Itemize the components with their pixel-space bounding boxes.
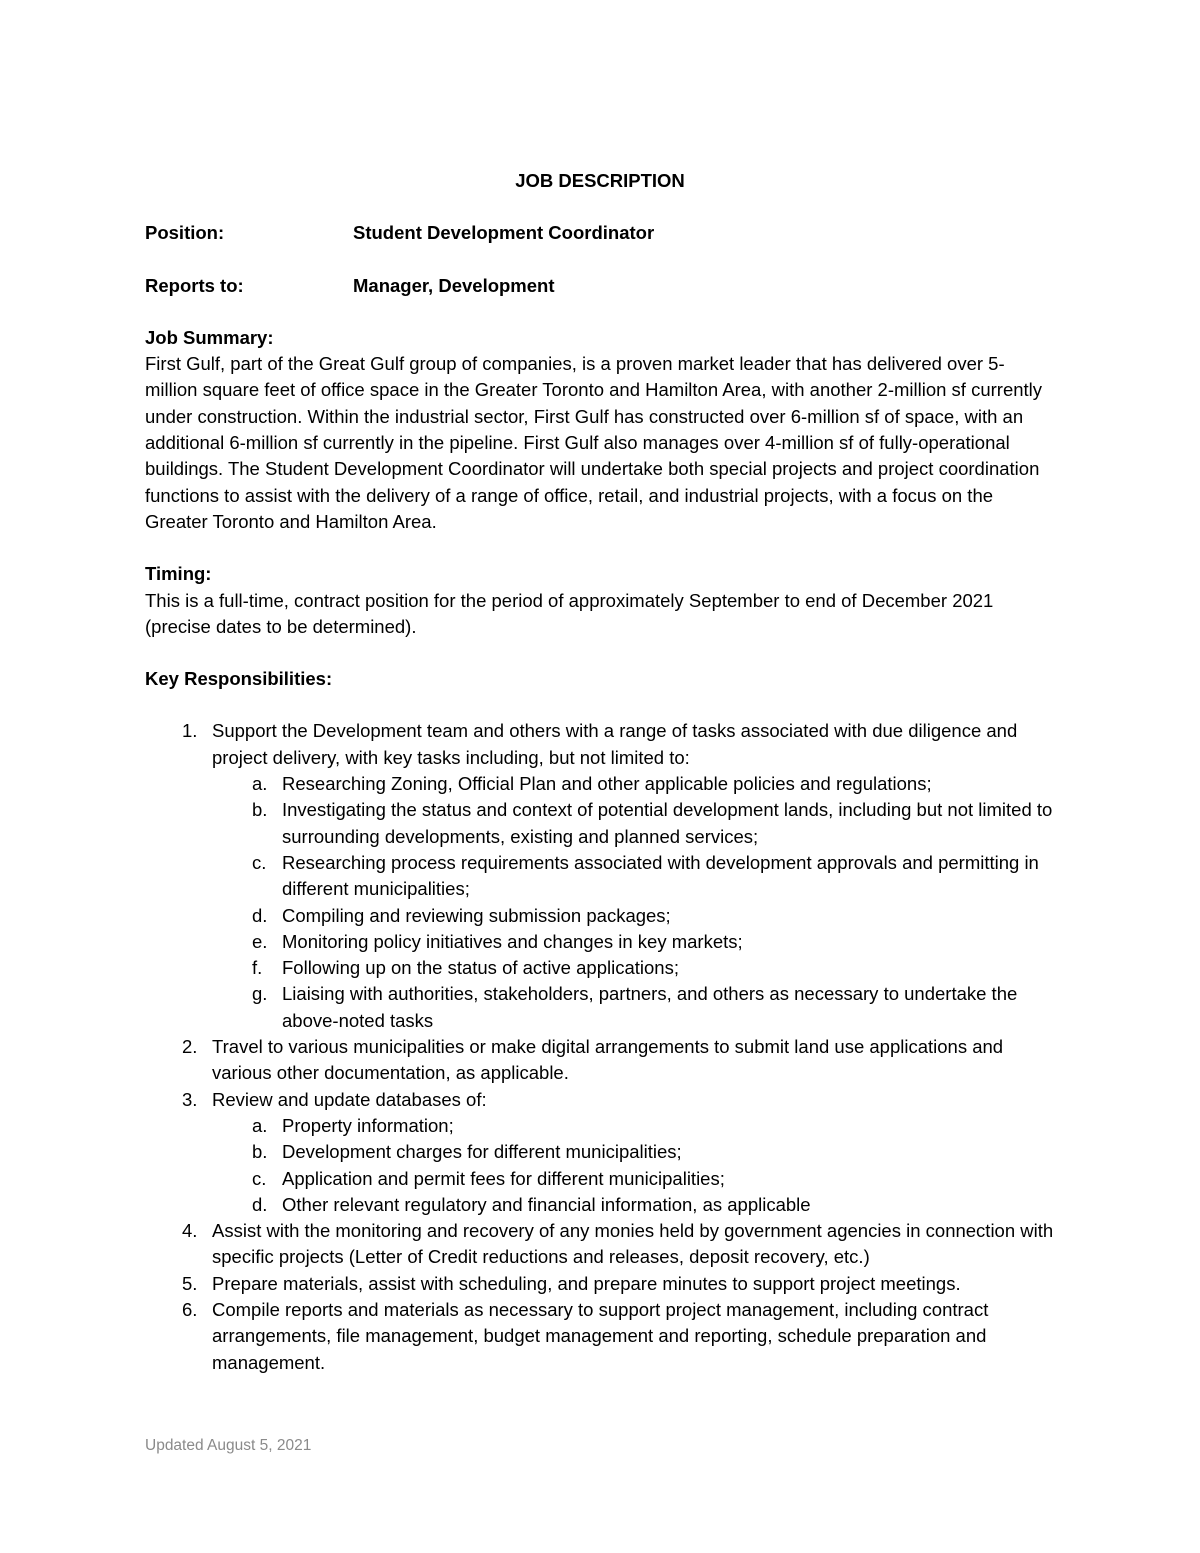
list-item-number: 1. bbox=[182, 720, 198, 742]
sub-item-text: Liaising with authorities, stakeholders, partners, and others as necessary to undertake the above-noted tasks bbox=[282, 983, 1018, 1031]
sub-list-item bbox=[145, 903, 1055, 929]
sub-item-text: Researching process requirements associated with development approvals and permitting in different municipalities; bbox=[282, 851, 1039, 900]
responsibilities-section bbox=[145, 666, 1055, 1376]
list-item bbox=[145, 718, 1055, 771]
list-item-number: 5. bbox=[182, 1272, 198, 1294]
sub-item-letter: f. bbox=[252, 957, 263, 979]
list-item-text: Support the Development team and others with a range of tasks associated with due diligence and project delivery, with key tasks including, but not limited to: bbox=[212, 720, 1018, 768]
job-summary-text: First Gulf, part of the Great Gulf group of companies, is a proven market leader that has delivered over 5-million square feet of office space in the Greater Toronto and Hamilton Area, with another 2-million sf currently under construction. Within the industrial sector, First Gulf has constructed over 6-million sf of space, with an additional 6-million sf currently in the pipeline. First Gulf also manages over 4-million sf of fully-operational buildings. The Student Development Coordinator will undertake both special projects and project coordination functions to assist with the delivery of a range of office, retail, and industrial projects, with a focus on the Greater Toronto and Hamilton Area. bbox=[145, 353, 1043, 532]
list-item bbox=[145, 1218, 1055, 1271]
responsibilities-list bbox=[145, 718, 1055, 1375]
responsibilities-heading: Key Responsibilities: bbox=[145, 668, 333, 690]
sub-item-text: Investigating the status and context of potential development lands, including but not limited to surrounding developments, existing and planned services; bbox=[282, 799, 1053, 847]
sub-list-item bbox=[145, 981, 1055, 1034]
sub-item-letter: a. bbox=[252, 773, 268, 795]
list-item bbox=[145, 1271, 1055, 1297]
list-item-number: 3. bbox=[182, 1088, 198, 1110]
timing-text: This is a full-time, contract position for the period of approximately September to end of December 2021 (precise dates to be determined). bbox=[145, 589, 994, 637]
field-label: Position: bbox=[145, 222, 225, 244]
sub-list-item bbox=[145, 1192, 1055, 1218]
list-item bbox=[145, 1087, 1055, 1113]
field-label: Reports to: bbox=[145, 274, 244, 296]
sub-list-item bbox=[145, 1166, 1055, 1192]
list-item bbox=[145, 1034, 1055, 1087]
sub-item-letter: e. bbox=[252, 930, 268, 952]
field-value: Student Development Coordinator bbox=[353, 222, 655, 244]
list-item-text: Travel to various municipalities or make digital arrangements to submit land use applications and various other documentation, as applicable. bbox=[212, 1036, 1004, 1084]
list-item-text: Compile reports and materials as necessary to support project management, including contract arrangements, file management, budget management and reporting, schedule preparation and management. bbox=[212, 1298, 989, 1373]
sub-item-text: Following up on the status of active applications; bbox=[282, 957, 679, 979]
list-item-text: Review and update databases of: bbox=[212, 1088, 487, 1110]
sub-item-letter: c. bbox=[252, 851, 267, 873]
list-item-number: 2. bbox=[182, 1036, 198, 1058]
sub-item-text: Application and permit fees for different municipalities; bbox=[282, 1167, 725, 1189]
sub-list-item bbox=[145, 797, 1055, 850]
sub-item-letter: d. bbox=[252, 1193, 268, 1215]
sub-list-item bbox=[145, 955, 1055, 981]
sub-list-item bbox=[145, 1113, 1055, 1139]
sub-item-text: Compiling and reviewing submission packages; bbox=[282, 904, 671, 926]
sub-list-item bbox=[145, 771, 1055, 797]
sub-list-item bbox=[145, 929, 1055, 955]
page-footer: Updated August 5, 2021 bbox=[145, 1437, 312, 1454]
list-item-text: Prepare materials, assist with scheduling, and prepare minutes to support project meetings. bbox=[212, 1272, 961, 1294]
sub-item-letter: c. bbox=[252, 1167, 267, 1189]
timing-section bbox=[145, 561, 1055, 640]
sub-item-letter: b. bbox=[252, 1141, 268, 1163]
list-item-text: Assist with the monitoring and recovery of any monies held by government agencies in connection with specific projects (Letter of Credit reductions and releases, deposit recovery, etc.) bbox=[212, 1220, 1054, 1268]
list-item-number: 4. bbox=[182, 1220, 198, 1242]
sub-list-item bbox=[145, 1139, 1055, 1165]
sub-item-text: Development charges for different municipalities; bbox=[282, 1141, 682, 1163]
job-summary-heading: Job Summary: bbox=[145, 326, 274, 348]
sub-item-letter: g. bbox=[252, 983, 268, 1005]
field-position bbox=[145, 220, 1055, 246]
job-summary-section bbox=[145, 325, 1055, 535]
document-body bbox=[145, 168, 1055, 1376]
sub-item-text: Property information; bbox=[282, 1114, 454, 1136]
sub-item-letter: b. bbox=[252, 799, 268, 821]
list-item bbox=[145, 1297, 1055, 1376]
field-value: Manager, Development bbox=[353, 274, 555, 296]
sub-item-letter: d. bbox=[252, 904, 268, 926]
sub-item-letter: a. bbox=[252, 1114, 268, 1136]
field-reports-to bbox=[145, 273, 1055, 299]
timing-heading: Timing: bbox=[145, 563, 212, 585]
sub-item-text: Monitoring policy initiatives and changes in key markets; bbox=[282, 930, 743, 952]
sub-list-item bbox=[145, 850, 1055, 903]
document-title: JOB DESCRIPTION bbox=[515, 170, 685, 191]
sub-item-text: Other relevant regulatory and financial information, as applicable bbox=[282, 1193, 811, 1215]
sub-item-text: Researching Zoning, Official Plan and other applicable policies and regulations; bbox=[282, 773, 932, 795]
list-item-number: 6. bbox=[182, 1298, 198, 1320]
